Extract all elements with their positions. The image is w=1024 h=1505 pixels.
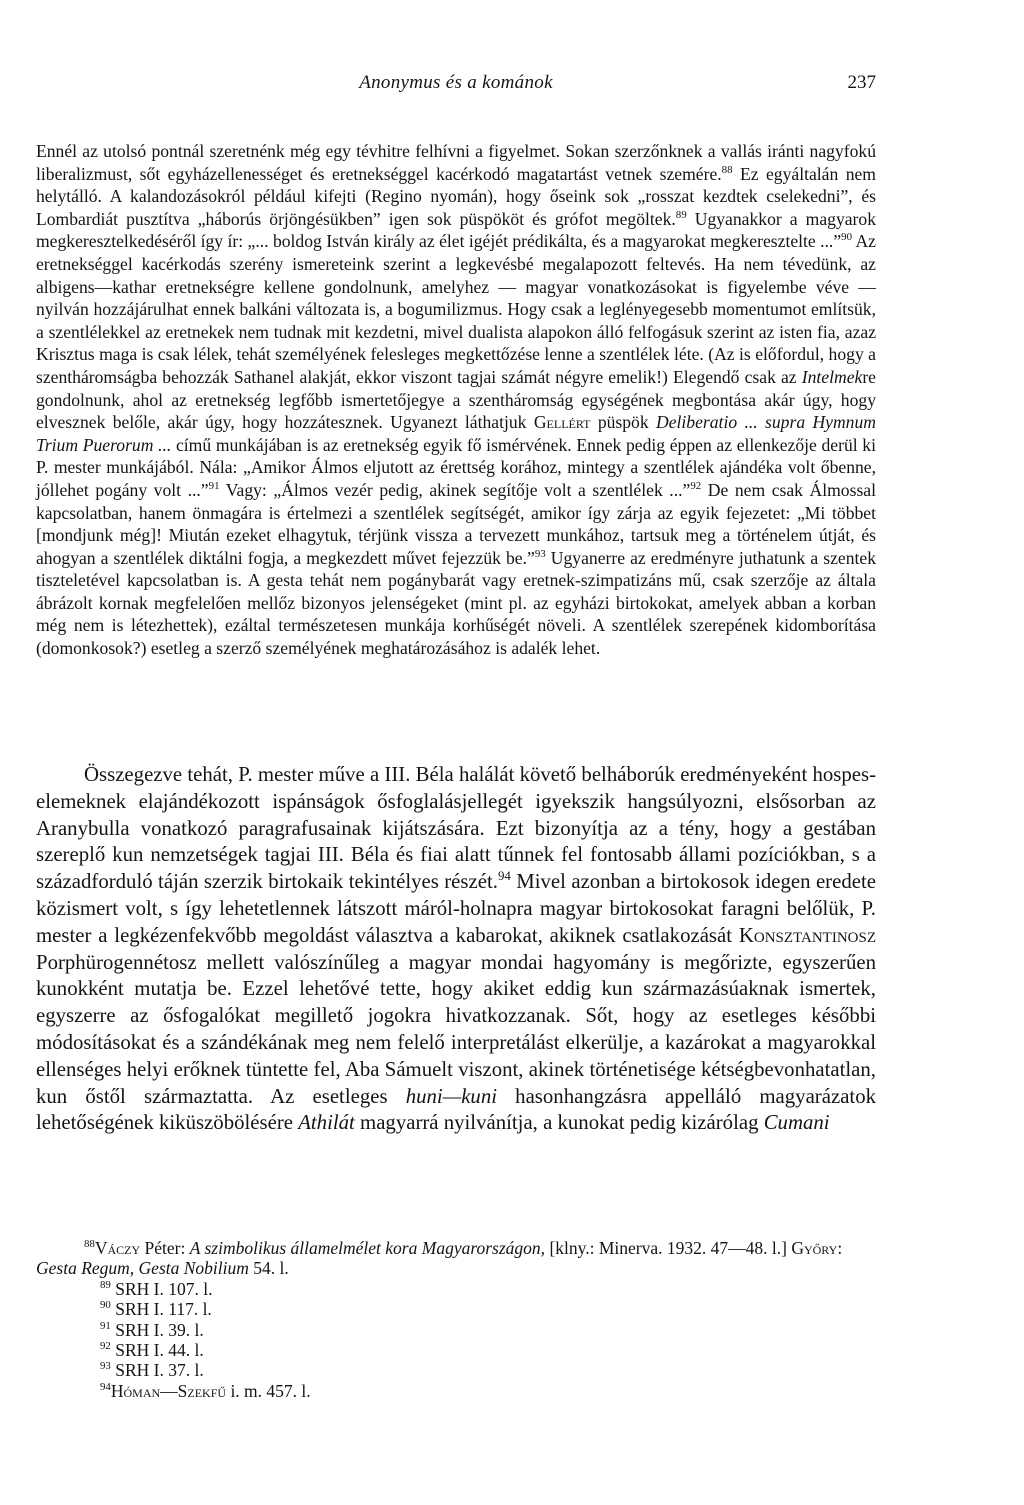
footnote-88 (36, 1238, 876, 1279)
text-run: Ennél az utolsó pontnál szeretnénk még egy tévhitre felhívni a figyelmet. Sokan szerzőnknek a vallás iránti nagyfokú liberalizmust, sőt egyházellenességet és eretnekséggel kacérkodó magatartást vetnek szemére. (36, 141, 876, 184)
italic-term: Athilát (298, 1111, 355, 1135)
text-run: püspök (590, 412, 657, 433)
text-run: hasonhangzásra appelláló magyarázatok lehetőségének kiküszöbölésére (36, 1084, 877, 1135)
footnote-number: 94 (100, 1381, 111, 1394)
footnote-text: SRH I. 44. l. (110, 1340, 204, 1361)
footnote-ref[interactable]: 90 (841, 231, 853, 244)
text-run: De nem csak Álmossal kapcsolatban, hanem önmagára is értelmezi a szentlélek segítségét, amikor így zárja az egyik fejezetet: „Mi többet [mondjunk még]! Miután ezeket elhagytuk, térjünk vissza a tervezett munkához, tartsuk meg a történelem útját, és ahogyan a szentlélek diktálni fogja, a megkezdett művet fejezzük be.” (36, 479, 876, 568)
footnote-ref[interactable]: 89 (675, 208, 687, 221)
running-title: Anonymus és a kománok (359, 72, 553, 93)
footnote-number: 90 (100, 1299, 111, 1312)
text-run: Ugyanakkor a magyarok megkeresztelkedéséről így ír: „... boldog István király az élet igéjét prédikálta, és a magyarokat megkeresztelte ...” (36, 208, 876, 252)
footnote-ref[interactable]: 88 (721, 163, 733, 176)
footnote-91 (36, 1320, 876, 1340)
author-name: Gellért (533, 412, 591, 433)
italic-title: Gesta Regum, Gesta Nobilium (36, 1258, 249, 1279)
footnote-ref[interactable]: 94 (497, 869, 511, 884)
italic-term: huni—kuni (405, 1084, 498, 1108)
footnote-ref[interactable]: 93 (534, 547, 546, 560)
italic-term: Cumani (763, 1111, 830, 1135)
footnote-92 (36, 1340, 876, 1360)
footnote-number: 93 (100, 1360, 111, 1373)
paragraph (36, 140, 876, 660)
text-run: Ugyanerre az eredményre juthatunk a szentek tiszteletével kapcsolatban is. A gesta tehát nem pogánybarát vagy eretnek-szimpatizáns mű, csak szerzője az általa ábrázolt kornak megfelelően mellőz bizonyos jelenségeket (mint pl. az egyházi birtokokat, amelyek abban a korban még nem is létezhettek), ezáltal természetesen munkája korhűségét növeli. A szentlélek szerepének kidomborítása (domonkosok?) esetleg a szerző személyének meghatározásához is adalék lehet. (36, 547, 876, 659)
page-header (36, 72, 876, 112)
footnote-ref[interactable]: 92 (690, 480, 702, 493)
footnote-number: 92 (100, 1340, 111, 1353)
text-run: Mivel azonban a birtokosok idegen eredete közismert volt, s így lehetetlennek látszott máról-holnapra magyar birtokosokat faragni belőlük, P. mester a legkézenfekvőbb megoldást választva a kabarokat, akiknek csatlakozását (36, 870, 876, 947)
footnote-text: SRH I. 37. l. (110, 1360, 204, 1381)
footnote-text: SRH I. 107. l. (110, 1278, 213, 1299)
footnote-text: SRH I. 39. l. (110, 1319, 204, 1340)
footnote-93 (36, 1360, 876, 1380)
text-run: 54. l. (248, 1258, 289, 1279)
text-run: Vagy: „Álmos vezér pedig, akinek segítője volt a szentlélek ...” (219, 479, 691, 500)
text-run: : (837, 1238, 843, 1258)
footnote-text: i. m. 457. l. (226, 1380, 311, 1401)
footnote-number: 91 (100, 1319, 111, 1332)
text-run: Porphürogennétosz mellett valószínűleg a magyar mondai hagyomány is megőrizte, egyszerűen kunokként mutatja be. Ezzel lehetővé tette, hogy akiket eddig kun származásúaknak ismertek, egyszerre az ősfogalókat megillető jogokra hivatkozzanak. Sőt, hogy az esetleges későbbi módosításokat és a szándékának meg nem felelő interpretálást elkerülje, a kazárokat a magyarokkal ellenséges helyi erőknek tüntette fel, Aba Sámuelt viszont, akinek történetisége kétségbevonhatatlan, kun őstől származtatta. Az esetleges (36, 950, 876, 1108)
footnote-90 (36, 1299, 876, 1319)
text-run: magyarrá nyilvánítja, a kunokat pedig kizárólag (354, 1111, 764, 1135)
text-run: Összegezve tehát, P. mester műve a III. Béla halálát követő belháborúk eredményeként hospes-elemeknek elajándékozott ispánságok ősfoglalásjellegét igyekszik hangsúlyozni, elsősorban az Aranybulla vonatkozó paragrafusainak kijátszására. Ezt bizonyítja az a tény, hogy a gestában szereplő kun nemzetségek tagjai III. Béla és fiai alatt tűnnek fel fontosabb állami pozíciókban, s a századforduló táján szerzik birtokaik tekintélyes részét. (36, 763, 876, 894)
author-name: Hóman—Szekfű (110, 1380, 227, 1401)
text-run: re gondolnunk, ahol az eretnekség legfőbb ismertetőjegye a szentháromság egységének megbontása akár úgy, hogy elvesznek belőle, akár úgy, hogy hozzátesznek. Ugyanezt láthatjuk (36, 366, 876, 433)
italic-title: A szimbolikus államelmélet kora Magyarországon, (189, 1238, 546, 1258)
author-name: Váczy (94, 1238, 141, 1258)
text-run: Az eretnekséggel kacérkodás szerény ismereteink szerint a legkevésbé megalapozott feltevés. Ha nem tévedünk, az albigens—kathar eretnekségre kellene gondolnunk, amelyhez — magyar vonatkozásokat is figyelembe véve — nyilván hozzájárulhat ennek balkáni változata is, a bogumilizmus. Hogy csak a leglényegesebb momentumot említsük, a szentlélekkel az eretnekek nem tudnak mit kezdetni, mivel dualista alapokon álló felfogásuk szerint az isten fia, azaz Krisztus maga is csak lélek, tehát személyének felesleges megkettőzése lenne a szentlélek léte. (Az is előfordul, hogy a szentháromságba behozzák Sathanel alakját, ekkor viszont tagjai számát négyre emelik!) Elegendő csak az (36, 231, 876, 387)
text-run: [klny.: Minerva. 1932. 47—48. l.] (545, 1238, 792, 1258)
italic-title: Intelmek (801, 366, 863, 387)
footnote-ref[interactable]: 91 (208, 480, 220, 493)
author-name: Győry (791, 1238, 838, 1258)
footnote-94 (36, 1381, 876, 1401)
footnote-number: 88 (84, 1238, 95, 1251)
page-number: 237 (847, 72, 876, 93)
footnotes (36, 1238, 876, 1401)
paragraph (36, 762, 876, 1137)
footnote-text: SRH I. 117. l. (110, 1299, 212, 1320)
text-run: című munkájában is az eretnekség egyik fő ismérvének. Ennek pedig éppen az ellenkezője derül ki P. mester munkájából. Nála: „Amikor Álmos eljutott az érettség korához, mintegy a szentlélek ajándéka volt őbenne, jóllehet pogány volt ...” (36, 434, 876, 500)
main-text-section (36, 762, 876, 1137)
italic-title: Deliberatio ... supra Hymnum Trium Puerorum ... (36, 412, 876, 455)
footnote-number: 89 (100, 1278, 111, 1291)
text-run: Ez egyáltalán nem helytálló. A kalandozásokról például kifejti (Regino nyomán), hogy őseink sok „rosszat kezdtek cselekedni”, és Lombardiát pusztítva „háborús örjöngésükben” igen sok püspököt és grófot megöltek. (36, 163, 876, 229)
text-run: Péter: (140, 1238, 190, 1258)
small-print-section (36, 140, 876, 660)
author-name: Konsztantinosz (738, 923, 876, 947)
footnote-89 (36, 1279, 876, 1299)
